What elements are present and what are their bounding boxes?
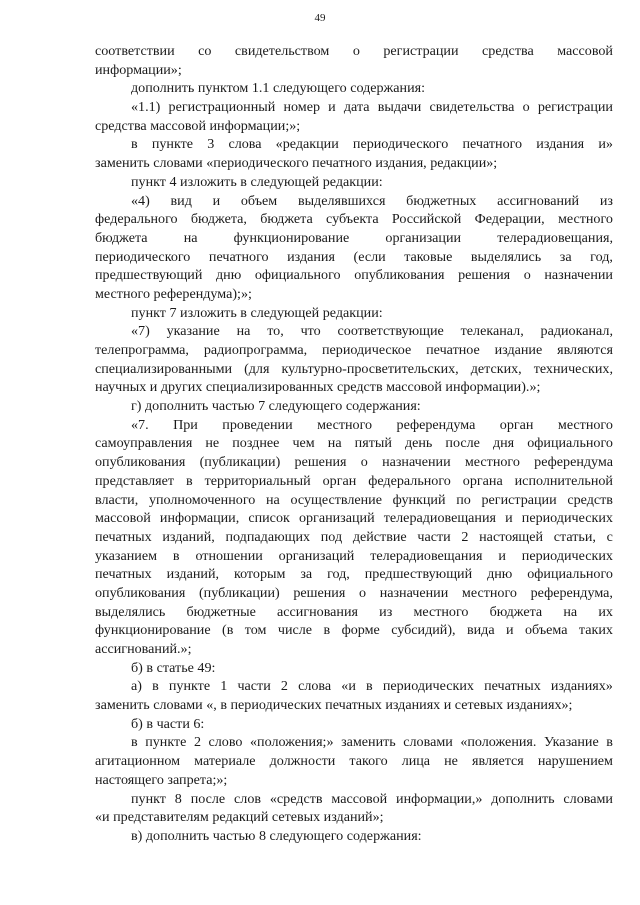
word: уполномоченного xyxy=(148,491,256,508)
word: телерадиовещания xyxy=(370,547,483,564)
word: из xyxy=(599,192,613,209)
text-line xyxy=(95,565,613,584)
word: и xyxy=(212,192,221,209)
text-line xyxy=(95,79,613,98)
word: референдума xyxy=(534,454,613,471)
word: с xyxy=(606,528,613,545)
word: детских, xyxy=(470,360,522,377)
word: пункт xyxy=(131,790,166,807)
word: орган xyxy=(499,416,534,433)
word: радиопрограмма, xyxy=(203,342,308,358)
word: печатного xyxy=(208,248,269,265)
word: опубликования xyxy=(354,267,445,284)
text-line xyxy=(95,827,613,846)
page-number: 49 xyxy=(314,12,326,24)
word: статьи, xyxy=(553,528,596,545)
text-line xyxy=(95,304,613,323)
text-line xyxy=(95,173,613,192)
word: функционирование xyxy=(233,229,350,246)
word: бюджета, xyxy=(190,211,247,228)
word: слова xyxy=(298,678,332,695)
word: номер xyxy=(283,99,320,116)
word: телеканал, xyxy=(460,323,524,340)
word: из xyxy=(379,603,393,620)
word: «редакции xyxy=(275,136,339,153)
word: решения xyxy=(293,584,346,601)
document-body xyxy=(95,42,613,846)
word: опубликования xyxy=(95,584,186,601)
word: объем xyxy=(240,192,278,209)
word: о xyxy=(360,454,368,471)
word: их xyxy=(598,603,613,620)
text-line xyxy=(95,229,613,248)
text-line-content: «и представителям редакций сетевых изданий»; xyxy=(95,809,384,826)
word: 2 xyxy=(193,734,201,751)
text-line xyxy=(95,285,613,304)
word: материале xyxy=(194,753,256,770)
word: на xyxy=(265,491,280,508)
word: в xyxy=(323,622,331,639)
word: в xyxy=(131,734,138,751)
word: телепрограмма, xyxy=(95,342,189,358)
word: местного xyxy=(317,416,373,433)
text-line xyxy=(95,210,613,229)
word: год, xyxy=(590,248,613,265)
text-line xyxy=(95,61,613,80)
text-line xyxy=(95,603,613,622)
word: периодических xyxy=(521,510,613,527)
word: 1 xyxy=(220,678,228,695)
word: со xyxy=(198,43,212,59)
text-line xyxy=(95,154,613,173)
word: (если xyxy=(353,248,386,265)
word: вид xyxy=(170,192,192,209)
word: выделялись xyxy=(470,248,542,265)
word: дополнить xyxy=(491,790,555,807)
word: словами xyxy=(563,790,613,807)
word: бюджета xyxy=(95,229,148,246)
word: и» xyxy=(598,136,613,153)
word: телерадиовещания, xyxy=(497,229,613,246)
word: исполнительной xyxy=(514,472,613,489)
word: 2 xyxy=(461,528,469,545)
word: издания xyxy=(536,136,585,153)
word: день xyxy=(404,435,433,452)
word: подпадающих xyxy=(225,528,311,545)
word: после xyxy=(190,790,226,807)
word: том xyxy=(244,622,267,639)
word: предшествующий xyxy=(364,566,473,583)
word: в xyxy=(172,547,180,564)
word: решения xyxy=(458,267,511,284)
word: проведении xyxy=(222,416,293,433)
word: функционирование xyxy=(95,622,211,639)
word: периодического xyxy=(352,136,449,153)
text-line xyxy=(95,42,613,61)
word: агитационном xyxy=(95,753,181,770)
word: дню xyxy=(487,566,513,583)
word: массовой xyxy=(95,510,151,527)
word: издание xyxy=(494,342,543,358)
word: федерального xyxy=(368,472,451,489)
word: действие xyxy=(352,528,407,545)
word: выделялись xyxy=(95,603,166,620)
text-line-content: заменить словами «периодического печатного издания, редакции»; xyxy=(95,155,498,172)
word: субсидий), xyxy=(391,622,456,639)
word: соответствующие xyxy=(337,323,444,340)
word: назначении xyxy=(382,454,451,471)
word: и xyxy=(505,510,513,527)
word: является xyxy=(472,753,524,770)
word: средства xyxy=(482,43,534,59)
text-line xyxy=(95,266,613,285)
word: таких xyxy=(578,622,613,639)
word: дата xyxy=(343,99,370,116)
word: и xyxy=(498,547,506,564)
word: бюджета xyxy=(260,211,313,228)
text-line-content: местного референдума);»; xyxy=(95,285,252,302)
text-line xyxy=(95,547,613,566)
word: настоящей xyxy=(479,528,544,545)
text-line xyxy=(95,397,613,416)
word: «и xyxy=(341,678,356,695)
word: территориальный xyxy=(204,472,311,489)
word: представляет xyxy=(95,472,175,489)
word: то, xyxy=(267,323,284,340)
word: вида xyxy=(466,622,495,639)
word: под xyxy=(320,528,343,545)
word: 8 xyxy=(174,790,182,807)
word: печатных xyxy=(95,566,152,583)
word: позднее xyxy=(232,435,280,452)
word: издания xyxy=(287,248,335,265)
word: 2 xyxy=(280,678,288,695)
text-line-content: научных и других специализированных средств массовой информации).»; xyxy=(95,379,541,396)
text-line xyxy=(95,677,613,696)
word: нарушением xyxy=(537,753,613,770)
text-line-content: пункт 7 изложить в следующей редакции: xyxy=(131,304,383,321)
text-line xyxy=(95,192,613,211)
text-line xyxy=(95,752,613,771)
word: (в xyxy=(222,622,234,639)
word: слова xyxy=(228,136,262,153)
word: не xyxy=(444,753,458,770)
word: референдума xyxy=(396,416,476,433)
word: назначении xyxy=(379,584,449,601)
word: официального xyxy=(527,435,613,452)
word: опубликования xyxy=(95,454,186,471)
text-line-content: б) в части 6: xyxy=(131,715,205,732)
word: такого xyxy=(349,753,388,770)
text-line xyxy=(95,416,613,435)
word: что xyxy=(300,323,321,340)
word: массовой xyxy=(331,790,388,807)
word: части xyxy=(417,528,451,545)
word: список xyxy=(248,510,290,527)
word: в xyxy=(186,472,193,489)
word: органа xyxy=(462,472,503,489)
word: официального xyxy=(254,267,341,284)
word: за xyxy=(300,566,313,583)
word: периодических xyxy=(382,678,474,695)
word: (публикации) xyxy=(199,454,281,471)
word: технических, xyxy=(533,360,613,377)
word: «7. xyxy=(131,416,149,433)
text-line xyxy=(95,790,613,809)
text-line xyxy=(95,696,613,715)
text-line xyxy=(95,360,613,379)
word: пятый xyxy=(354,435,392,452)
text-line xyxy=(95,341,613,360)
word: о xyxy=(522,99,530,116)
text-line-content: заменить словами «, в периодических печатных изданиях и сетевых изданиях»; xyxy=(95,697,573,714)
word: радиоканал, xyxy=(540,323,613,340)
text-line xyxy=(95,640,613,659)
text-line-content: пункт 4 изложить в следующей редакции: xyxy=(131,173,383,190)
text-line xyxy=(95,509,613,528)
word: выделявшихся xyxy=(297,192,386,209)
word: культурно-просветительских, xyxy=(281,360,459,377)
word: осуществление xyxy=(290,491,382,508)
word: форме xyxy=(341,622,380,639)
text-line xyxy=(95,378,613,397)
word: местного xyxy=(557,211,613,228)
text-line-content: информации»; xyxy=(95,61,182,78)
text-line-content: ассигнований.»; xyxy=(95,641,192,657)
word: на xyxy=(236,323,251,340)
word: регистрации xyxy=(481,491,557,508)
word: выдачи xyxy=(377,99,422,116)
word: свидетельством xyxy=(234,43,330,59)
word: информации, xyxy=(159,510,240,527)
word: лица xyxy=(401,753,431,770)
word: 3 xyxy=(207,136,215,153)
word: «1.1) xyxy=(131,99,161,116)
word: бюджета xyxy=(489,603,543,620)
word: печатных xyxy=(484,678,541,695)
word: и xyxy=(328,99,336,116)
word: самоуправления xyxy=(95,435,193,452)
text-line-content: г) дополнить частью 7 следующего содержания: xyxy=(131,398,421,415)
word: слов xyxy=(234,790,262,807)
word: которым xyxy=(233,566,286,583)
word: регистрационный xyxy=(168,99,276,116)
word: информации,» xyxy=(396,790,483,807)
word: «положения. xyxy=(460,734,537,751)
word: указанием xyxy=(95,547,158,564)
word: местного xyxy=(464,454,520,471)
word: в xyxy=(366,678,373,695)
word: субъекта xyxy=(326,211,379,228)
word: печатных xyxy=(95,528,152,545)
word: бюджетные xyxy=(186,603,256,620)
text-line xyxy=(95,248,613,267)
word: (для xyxy=(244,360,270,377)
word: изданиях» xyxy=(550,678,613,695)
word: пункте xyxy=(151,136,194,153)
word: на xyxy=(563,603,578,620)
word: печатного xyxy=(462,136,523,153)
text-line xyxy=(95,491,613,510)
word: указание xyxy=(166,323,220,340)
word: телерадиовещания xyxy=(383,510,497,527)
word: предшествующий xyxy=(95,267,203,284)
word: местного xyxy=(557,416,613,433)
text-line xyxy=(95,117,613,136)
word: функций xyxy=(392,491,446,508)
word: средств xyxy=(567,491,613,508)
word: «положения;» xyxy=(250,734,334,751)
word: за xyxy=(559,248,572,265)
word: Указание xyxy=(543,734,599,751)
text-line xyxy=(95,659,613,678)
word: официального xyxy=(527,566,613,583)
text-line-content: б) в статье 49: xyxy=(131,659,216,676)
word: в xyxy=(131,136,138,153)
word: периодическое xyxy=(321,342,412,358)
word: референдума, xyxy=(530,584,613,601)
word: изданий, xyxy=(162,528,215,545)
word: соответствии xyxy=(95,43,175,59)
word: в xyxy=(606,734,613,751)
word: регистрации xyxy=(383,43,459,59)
word: массовой xyxy=(557,43,613,59)
word: регистрации xyxy=(537,99,613,116)
word: ассигнования xyxy=(277,603,359,620)
word: объема xyxy=(525,622,568,639)
word: изданий, xyxy=(166,566,220,583)
word: орган xyxy=(322,472,357,489)
word: являются xyxy=(557,342,613,358)
word: местного xyxy=(413,603,469,620)
word: дню xyxy=(216,267,242,284)
word: числе xyxy=(277,622,313,639)
word: о xyxy=(352,43,360,59)
word: пункте xyxy=(168,678,211,695)
text-line xyxy=(95,472,613,491)
word: «4) xyxy=(131,192,150,209)
word: год, xyxy=(327,566,350,583)
word: власти, xyxy=(95,491,139,508)
word: Федерации, xyxy=(474,211,545,228)
word: дня xyxy=(492,435,515,452)
word: чем xyxy=(292,435,315,452)
word: местного xyxy=(461,584,517,601)
word: свидетельства xyxy=(429,99,515,116)
text-line xyxy=(95,98,613,117)
word: в xyxy=(152,678,159,695)
text-line xyxy=(95,621,613,640)
word: федерального xyxy=(95,211,178,228)
word: (публикации) xyxy=(198,584,280,601)
word: периодических xyxy=(521,547,613,564)
word: Российской xyxy=(391,211,462,228)
word: части xyxy=(237,678,271,695)
word: после xyxy=(445,435,480,452)
word: При xyxy=(173,416,198,433)
text-line-content: настоящего запрета;»; xyxy=(95,771,228,788)
text-line-content: в) дополнить частью 8 следующего содержания: xyxy=(131,827,422,844)
word: организаций xyxy=(278,547,355,564)
text-line xyxy=(95,453,613,472)
text-line-content: средства массовой информации;»; xyxy=(95,117,301,134)
word: словами xyxy=(403,734,453,751)
word: слово xyxy=(208,734,243,751)
text-line xyxy=(95,528,613,547)
word: «7) xyxy=(131,323,150,340)
word: печатное xyxy=(426,342,480,358)
word: должности xyxy=(269,753,336,770)
text-line xyxy=(95,733,613,752)
word: бюджетных xyxy=(406,192,477,209)
text-line-content: дополнить пунктом 1.1 следующего содержания: xyxy=(131,80,426,97)
word: таковые xyxy=(404,248,453,265)
word: решения xyxy=(294,454,347,471)
text-line xyxy=(95,322,613,341)
text-line xyxy=(95,135,613,154)
word: организации xyxy=(385,229,462,246)
word: не xyxy=(205,435,220,452)
word: а) xyxy=(131,678,142,695)
word: на xyxy=(327,435,342,452)
word: «средств xyxy=(269,790,323,807)
word: специализированными xyxy=(95,360,233,377)
text-line xyxy=(95,808,613,827)
text-line xyxy=(95,771,613,790)
word: заменить xyxy=(341,734,396,751)
word: пункте xyxy=(145,734,187,751)
word: и xyxy=(506,622,514,639)
word: отношении xyxy=(195,547,263,564)
word: ассигнований xyxy=(497,192,580,209)
word: периодического xyxy=(95,248,191,265)
word: по xyxy=(456,491,471,508)
word: о xyxy=(358,584,367,601)
word: назначении xyxy=(544,267,613,284)
text-line xyxy=(95,584,613,603)
word: на xyxy=(183,229,198,246)
text-line xyxy=(95,434,613,453)
text-line xyxy=(95,715,613,734)
word: организаций xyxy=(298,510,375,527)
word: о xyxy=(523,267,531,284)
